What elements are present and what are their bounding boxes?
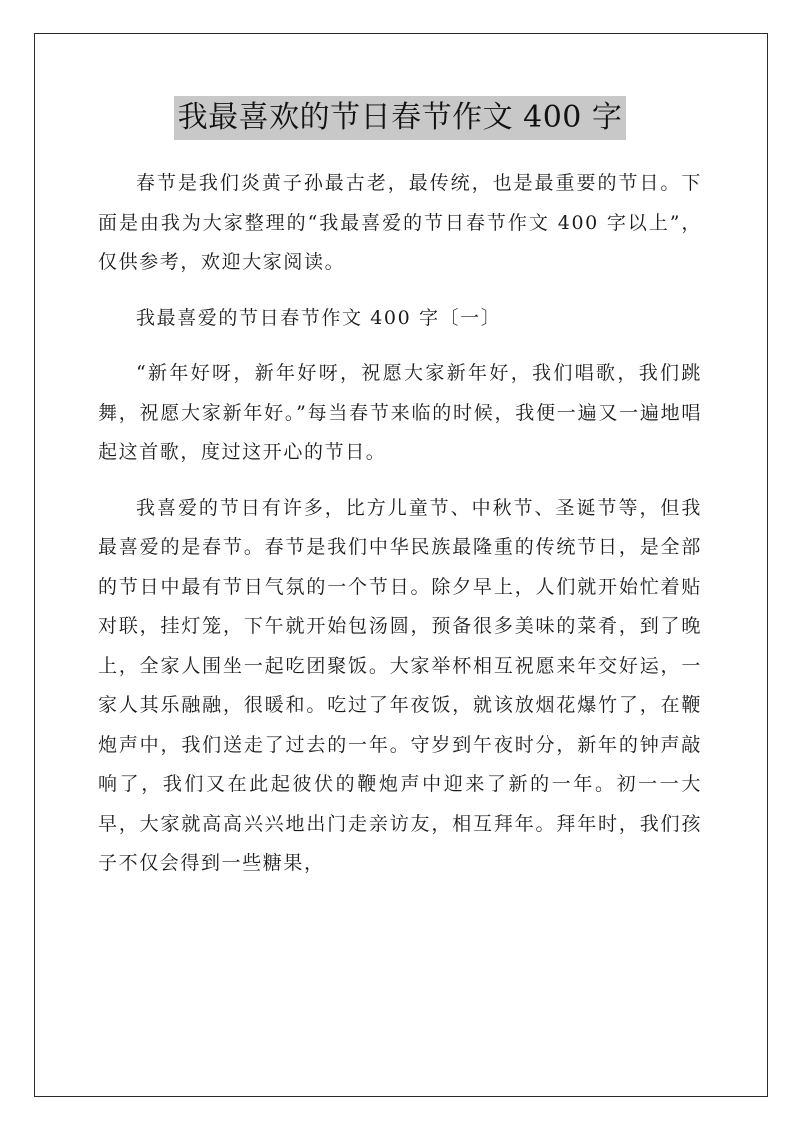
title-container xyxy=(0,96,800,140)
document-title: 我最喜欢的节日春节作文 400 字 xyxy=(174,96,627,140)
intro-paragraph: 春节是我们炎黄子孙最古老，最传统，也是最重要的节日。下面是由我为大家整理的“我最喜爱的节日春节作文 400 字以上”，仅供参考，欢迎大家阅读。 xyxy=(98,172,702,273)
song-paragraph: “新年好呀，新年好呀，祝愿大家新年好，我们唱歌，我们跳舞，祝愿大家新年好。”每当春节来临的时候，我便一遍又一遍地唱起这首歌，度过这开心的节日。 xyxy=(98,362,702,463)
section-heading: 我最喜爱的节日春节作文 400 字〔一〕 xyxy=(136,306,502,329)
festival-paragraph: 我喜爱的节日有许多，比方儿童节、中秋节、圣诞节等，但我最喜爱的是春节。春节是我们中华民族最隆重的传统节日，是全部的节日中最有节日气氛的一个节日。除夕早上，人们就开始忙着贴对联，挂灯笼，下午就开始包汤圆，预备很多美味的菜肴，到了晚上，全家人围坐一起吃团聚饭。大家举杯相互祝愿来年交好运，一家人其乐融融，很暖和。吃过了年夜饭，就该放烟花爆竹了，在鞭炮声中，我们送走了过去的一年。守岁到午夜时分，新年的钟声敲响了，我们又在此起彼伏的鞭炮声中迎来了新的一年。初一一大早，大家就高高兴兴地出门走亲访友，相互拜年。拜年时，我们孩子不仅会得到一些糖果， xyxy=(98,496,702,874)
document-body xyxy=(98,164,702,900)
